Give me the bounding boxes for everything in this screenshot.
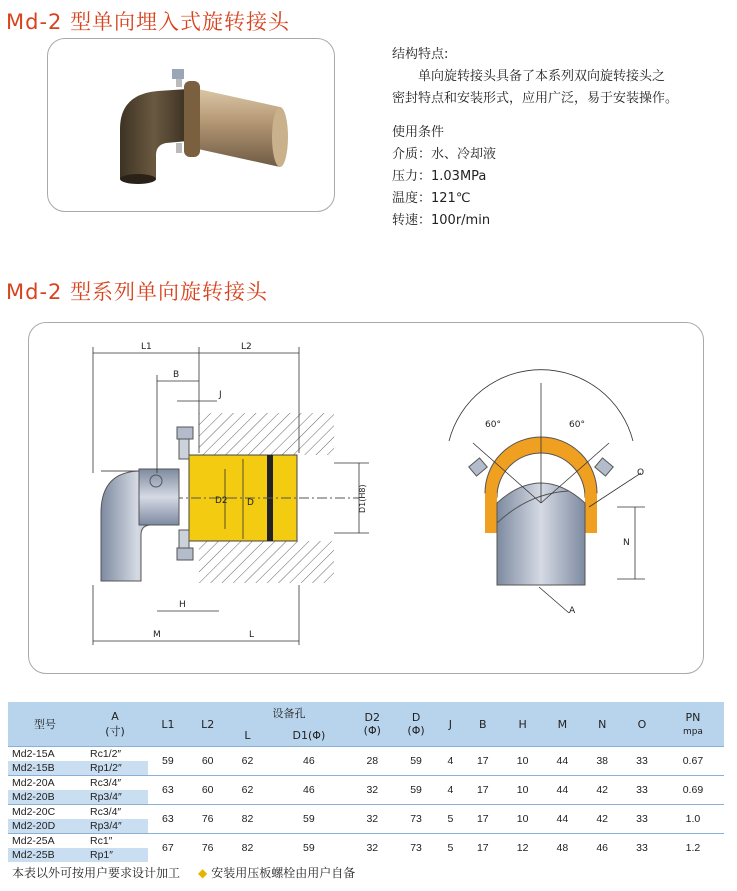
cell-o: 33 [622, 747, 662, 776]
footnote [12, 864, 355, 881]
cell-l1: 67 [148, 834, 188, 863]
cell-model: Md2-20B [8, 790, 82, 805]
cell-j: 4 [438, 747, 463, 776]
label-n: N [623, 538, 630, 548]
cell-a: Rc3/4″ [82, 776, 148, 791]
cell-o: 33 [622, 834, 662, 863]
header-d: D (Φ) [394, 702, 438, 747]
page-title: Md-2 型单向埋入式旋转接头 [6, 10, 291, 34]
footnote-left: 本表以外可按用户要求设计加工 [12, 866, 181, 880]
cell-j: 5 [438, 805, 463, 834]
label-m: M [153, 630, 161, 640]
cell-l: 82 [228, 805, 268, 834]
table-row [8, 776, 724, 791]
cell-a: Rp1″ [82, 848, 148, 862]
condition-medium: 介质：水、冷却液 [392, 147, 497, 162]
header-b: B [463, 702, 503, 747]
header-m: M [543, 702, 583, 747]
header-equip-hole: 设备孔 [228, 702, 351, 724]
cell-n: 46 [582, 834, 622, 863]
cell-d: 73 [394, 805, 438, 834]
cell-h: 10 [503, 747, 543, 776]
cell-d2: 32 [350, 776, 394, 805]
header-d2: D2 (Φ) [350, 702, 394, 747]
product-photo [48, 39, 334, 211]
description-block [392, 44, 722, 232]
header-l: L [228, 724, 268, 747]
cell-d1: 59 [267, 805, 350, 834]
cell-a: Rc1/2″ [82, 747, 148, 762]
cell-n: 38 [582, 747, 622, 776]
label-l: L [249, 630, 255, 640]
spec-table [8, 702, 724, 862]
cell-l1: 63 [148, 805, 188, 834]
cell-m: 48 [543, 834, 583, 863]
header-model: 型号 [8, 702, 82, 747]
cell-j: 5 [438, 834, 463, 863]
cell-d2: 32 [350, 805, 394, 834]
cell-l1: 59 [148, 747, 188, 776]
cell-d: 73 [394, 834, 438, 863]
label-a: A [569, 606, 576, 616]
cell-l2: 76 [188, 834, 228, 863]
label-l2: L2 [241, 342, 252, 352]
cell-b: 17 [463, 776, 503, 805]
header-l1: L1 [148, 702, 188, 747]
cell-l2: 60 [188, 747, 228, 776]
table-row [8, 805, 724, 820]
cell-a: Rc1″ [82, 834, 148, 849]
header-j: J [438, 702, 463, 747]
cell-b: 17 [463, 805, 503, 834]
cell-model: Md2-20D [8, 819, 82, 834]
label-j: J [219, 390, 222, 400]
cell-pn: 0.69 [662, 776, 724, 805]
cell-b: 17 [463, 834, 503, 863]
cell-model: Md2-25B [8, 848, 82, 862]
condition-pressure: 压力：1.03MPa [392, 169, 487, 184]
cell-d1: 59 [267, 834, 350, 863]
label-d1: D1(H8) [358, 484, 367, 513]
label-angle-right: 60° [569, 420, 585, 430]
header-o: O [622, 702, 662, 747]
cell-pn: 1.2 [662, 834, 724, 863]
cell-j: 4 [438, 776, 463, 805]
footnote-right: 安装用压板螺栓由用户自备 [211, 866, 356, 880]
cell-l2: 60 [188, 776, 228, 805]
label-b: B [173, 370, 180, 380]
cell-h: 10 [503, 805, 543, 834]
section-title: Md-2 型系列单向旋转接头 [6, 280, 269, 304]
cell-pn: 1.0 [662, 805, 724, 834]
cell-d2: 32 [350, 834, 394, 863]
cell-d: 59 [394, 747, 438, 776]
cell-l1: 63 [148, 776, 188, 805]
cell-model: Md2-25A [8, 834, 82, 849]
header-l2: L2 [188, 702, 228, 747]
cell-m: 44 [543, 776, 583, 805]
diamond-icon: ◆ [198, 866, 208, 880]
table-row [8, 834, 724, 849]
cell-d: 59 [394, 776, 438, 805]
label-o: O [637, 468, 645, 478]
cell-model: Md2-20A [8, 776, 82, 791]
cell-n: 42 [582, 776, 622, 805]
cell-m: 44 [543, 747, 583, 776]
cell-h: 12 [503, 834, 543, 863]
header-pn: PN mpa [662, 702, 724, 747]
cell-o: 33 [622, 776, 662, 805]
cell-d1: 46 [267, 776, 350, 805]
cell-m: 44 [543, 805, 583, 834]
header-a: A (寸) [82, 702, 148, 747]
cell-d1: 46 [267, 747, 350, 776]
structure-text-line2: 密封特点和安装形式，应用广泛，易于安装操作。 [392, 91, 679, 106]
technical-drawing-panel [28, 322, 704, 674]
label-l1: L1 [141, 342, 152, 352]
cell-b: 17 [463, 747, 503, 776]
cell-n: 42 [582, 805, 622, 834]
cell-d2: 28 [350, 747, 394, 776]
label-d2: D2 [215, 496, 228, 506]
cell-h: 10 [503, 776, 543, 805]
cell-l: 82 [228, 834, 268, 863]
label-d: D [247, 498, 254, 508]
cell-l2: 76 [188, 805, 228, 834]
label-h: H [179, 600, 186, 610]
header-n: N [582, 702, 622, 747]
header-h: H [503, 702, 543, 747]
cell-a: Rp3/4″ [82, 790, 148, 805]
label-angle-left: 60° [485, 420, 501, 430]
conditions-heading: 使用条件 [392, 125, 445, 140]
cell-l: 62 [228, 776, 268, 805]
structure-text-line1: 单向旋转接头具备了本系列双向旋转接头之 [418, 69, 666, 84]
cell-a: Rp3/4″ [82, 819, 148, 834]
table-row [8, 747, 724, 762]
cell-a: Rc3/4″ [82, 805, 148, 820]
cell-a: Rp1/2″ [82, 761, 148, 776]
header-d1: D1(Φ) [267, 724, 350, 747]
technical-drawing [29, 323, 703, 673]
condition-speed: 转速：100r/min [392, 213, 491, 228]
cell-model: Md2-15B [8, 761, 82, 776]
cell-model: Md2-15A [8, 747, 82, 762]
cell-l: 62 [228, 747, 268, 776]
structure-heading: 结构特点: [392, 47, 449, 62]
cell-model: Md2-20C [8, 805, 82, 820]
cell-pn: 0.67 [662, 747, 724, 776]
condition-temperature: 温度：121℃ [392, 191, 471, 206]
product-photo-panel [47, 38, 335, 212]
cell-o: 33 [622, 805, 662, 834]
